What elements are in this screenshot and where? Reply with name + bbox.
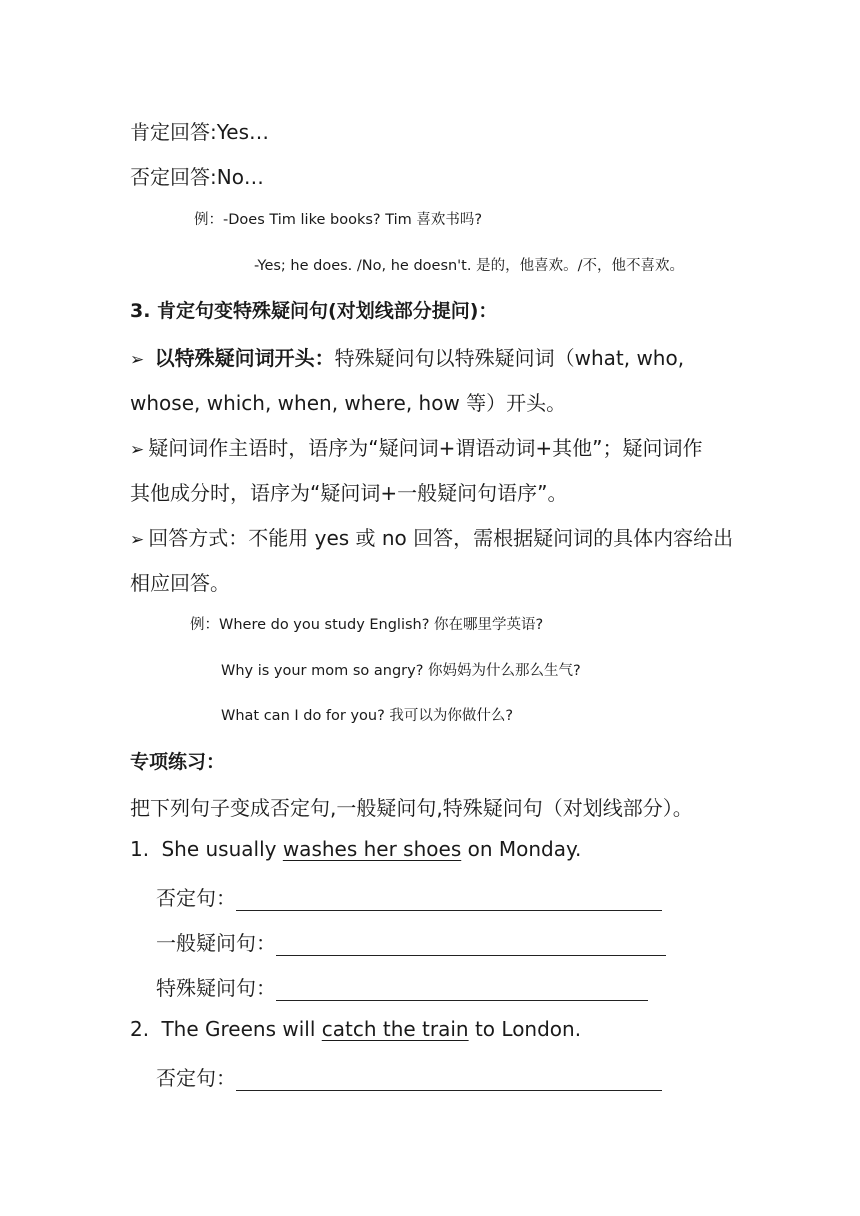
bullet-arrow-icon: ➢ [130,530,145,550]
bullet-2-continued: 其他成分时，语序为“疑问词+一般疑问句语序”。 [130,481,568,505]
example-line: 例：Where do you study English? 你在哪里学英语? [190,617,544,633]
question-1 [130,837,581,861]
example-answer: -Yes; he does. /No, he doesn't. 是的，他喜欢。/不，他不喜欢。 [254,258,684,274]
question-text: on Monday. [461,837,582,861]
bullet-3-text: 回答方式：不能用 yes 或 no 回答，需根据疑问词的具体内容给出 [148,526,734,550]
bullet-arrow-icon: ➢ [130,440,145,460]
example-line: What can I do for you? 我可以为你做什么? [221,708,514,724]
answer-row-negative [156,882,662,911]
answer-label: 一般疑问句： [156,931,276,955]
bullet-1 [130,342,684,371]
answer-row-special [156,972,648,1001]
bullet-3 [130,522,733,551]
bullet-1-text: 特殊疑问句以特殊疑问词（what, who, [334,346,685,370]
answer-label: 否定句： [156,1066,236,1090]
underlined-phrase: washes her shoes [282,837,462,861]
answer-blank[interactable] [276,933,666,956]
answer-blank[interactable] [236,888,662,911]
bullet-2-text: 疑问词作主语时，语序为“疑问词+谓语动词+其他”；疑问词作 [148,436,703,460]
bullet-1-continued: whose, which, when, where, how 等）开头。 [130,391,567,415]
section-heading: 3. 肯定句变特殊疑问句(对划线部分提问)： [130,300,498,322]
bullet-1-lead: 以特殊疑问词开头： [154,346,335,370]
bullet-arrow-icon: ➢ [130,350,145,370]
practice-heading: 专项练习： [130,751,226,773]
answer-label: 否定句： [156,886,236,910]
answer-label: 特殊疑问句： [156,976,276,1000]
underlined-phrase: catch the train [321,1017,469,1041]
example-line: Why is your mom so angry? 你妈妈为什么那么生气? [221,663,581,679]
example-question: 例：-Does Tim like books? Tim 喜欢书吗? [194,212,483,228]
affirmative-answer: 肯定回答:Yes… [130,120,270,144]
question-number: 1. [130,837,150,861]
answer-blank[interactable] [276,978,648,1001]
answer-blank[interactable] [236,1068,662,1091]
bullet-3-continued: 相应回答。 [130,571,230,595]
practice-instruction: 把下列句子变成否定句,一般疑问句,特殊疑问句（对划线部分）。 [130,796,693,820]
question-text: The Greens will [161,1017,322,1041]
answer-row-general [156,927,666,956]
negative-answer: 否定回答:No… [130,165,264,189]
bullet-2 [130,432,703,461]
question-2 [130,1017,581,1041]
question-number: 2. [130,1017,150,1041]
answer-row-negative [156,1062,662,1091]
question-text: to London. [468,1017,582,1041]
question-text: She usually [161,837,283,861]
